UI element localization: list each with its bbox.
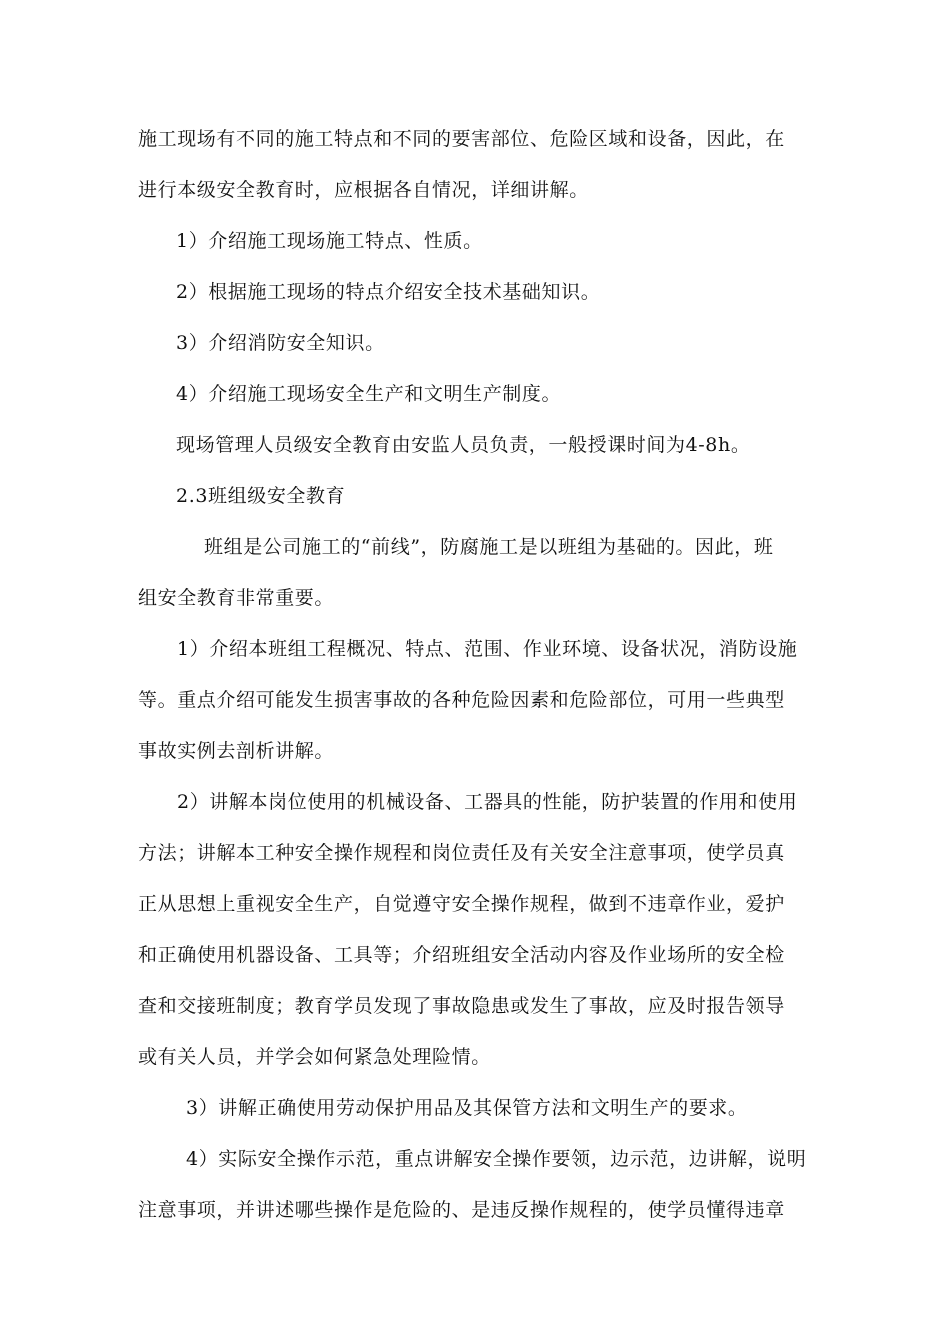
text-line: 3）介绍消防安全知识。 xyxy=(176,332,385,354)
text-line: 进行本级安全教育时，应根据各自情况，详细讲解。 xyxy=(138,179,589,201)
list-item-2 xyxy=(176,267,866,318)
team-item-4 xyxy=(138,1134,828,1236)
team-item-1 xyxy=(138,624,828,777)
paragraph-manager-training xyxy=(176,420,866,471)
list-item-4 xyxy=(176,369,866,420)
list-item-3 xyxy=(176,318,866,369)
text-line: 注意事项，并讲述哪些操作是危险的、是违反操作规程的，使学员懂得违章 xyxy=(138,1199,785,1221)
paragraph-team-intro xyxy=(138,522,828,624)
team-item-2 xyxy=(138,777,828,1083)
text-line: 班组是公司施工的“前线”，防腐施工是以班组为基础的。因此，班 xyxy=(204,536,774,558)
text-line: 事故实例去剖析讲解。 xyxy=(138,740,335,762)
text-line: 2）根据施工现场的特点介绍安全技术基础知识。 xyxy=(176,281,601,303)
text-line: 等。重点介绍可能发生损害事故的各种危险因素和危险部位，可用一些典型 xyxy=(138,689,785,711)
text-line: 和正确使用机器设备、工具等；介绍班组安全活动内容及作业场所的安全检 xyxy=(138,944,785,966)
text-line: 1）介绍本班组工程概况、特点、范围、作业环境、设备状况，消防设施 xyxy=(177,638,798,660)
text-line: 1）介绍施工现场施工特点、性质。 xyxy=(176,230,483,252)
text-line: 查和交接班制度；教育学员发现了事故隐患或发生了事故，应及时报告领导 xyxy=(138,995,785,1017)
team-item-3 xyxy=(138,1083,828,1134)
section-heading: 2.3班组级安全教育 xyxy=(176,485,346,507)
text-line: 4）介绍施工现场安全生产和文明生产制度。 xyxy=(176,383,562,405)
text-line: 3）讲解正确使用劳动保护用品及其保管方法和文明生产的要求。 xyxy=(186,1097,748,1119)
text-line: 4）实际安全操作示范，重点讲解安全操作要领，边示范，边讲解，说明 xyxy=(186,1148,807,1170)
text-line: 或有关人员，并学会如何紧急处理险情。 xyxy=(138,1046,491,1068)
text-line: 方法；讲解本工种安全操作规程和岗位责任及有关安全注意事项，使学员真 xyxy=(138,842,785,864)
text-line: 施工现场有不同的施工特点和不同的要害部位、危险区域和设备，因此，在 xyxy=(138,128,785,150)
section-heading-2-3 xyxy=(176,471,866,522)
text-line: 组安全教育非常重要。 xyxy=(138,587,335,609)
text-line: 正从思想上重视安全生产，自觉遵守安全操作规程，做到不违章作业，爱护 xyxy=(138,893,785,915)
text-line: 现场管理人员级安全教育由安监人员负责，一般授课时间为4-8h。 xyxy=(176,434,751,456)
list-item-1 xyxy=(176,216,866,267)
text-line: 2）讲解本岗位使用的机械设备、工器具的性能，防护装置的作用和使用 xyxy=(177,791,798,813)
paragraph-site-features xyxy=(138,114,828,216)
